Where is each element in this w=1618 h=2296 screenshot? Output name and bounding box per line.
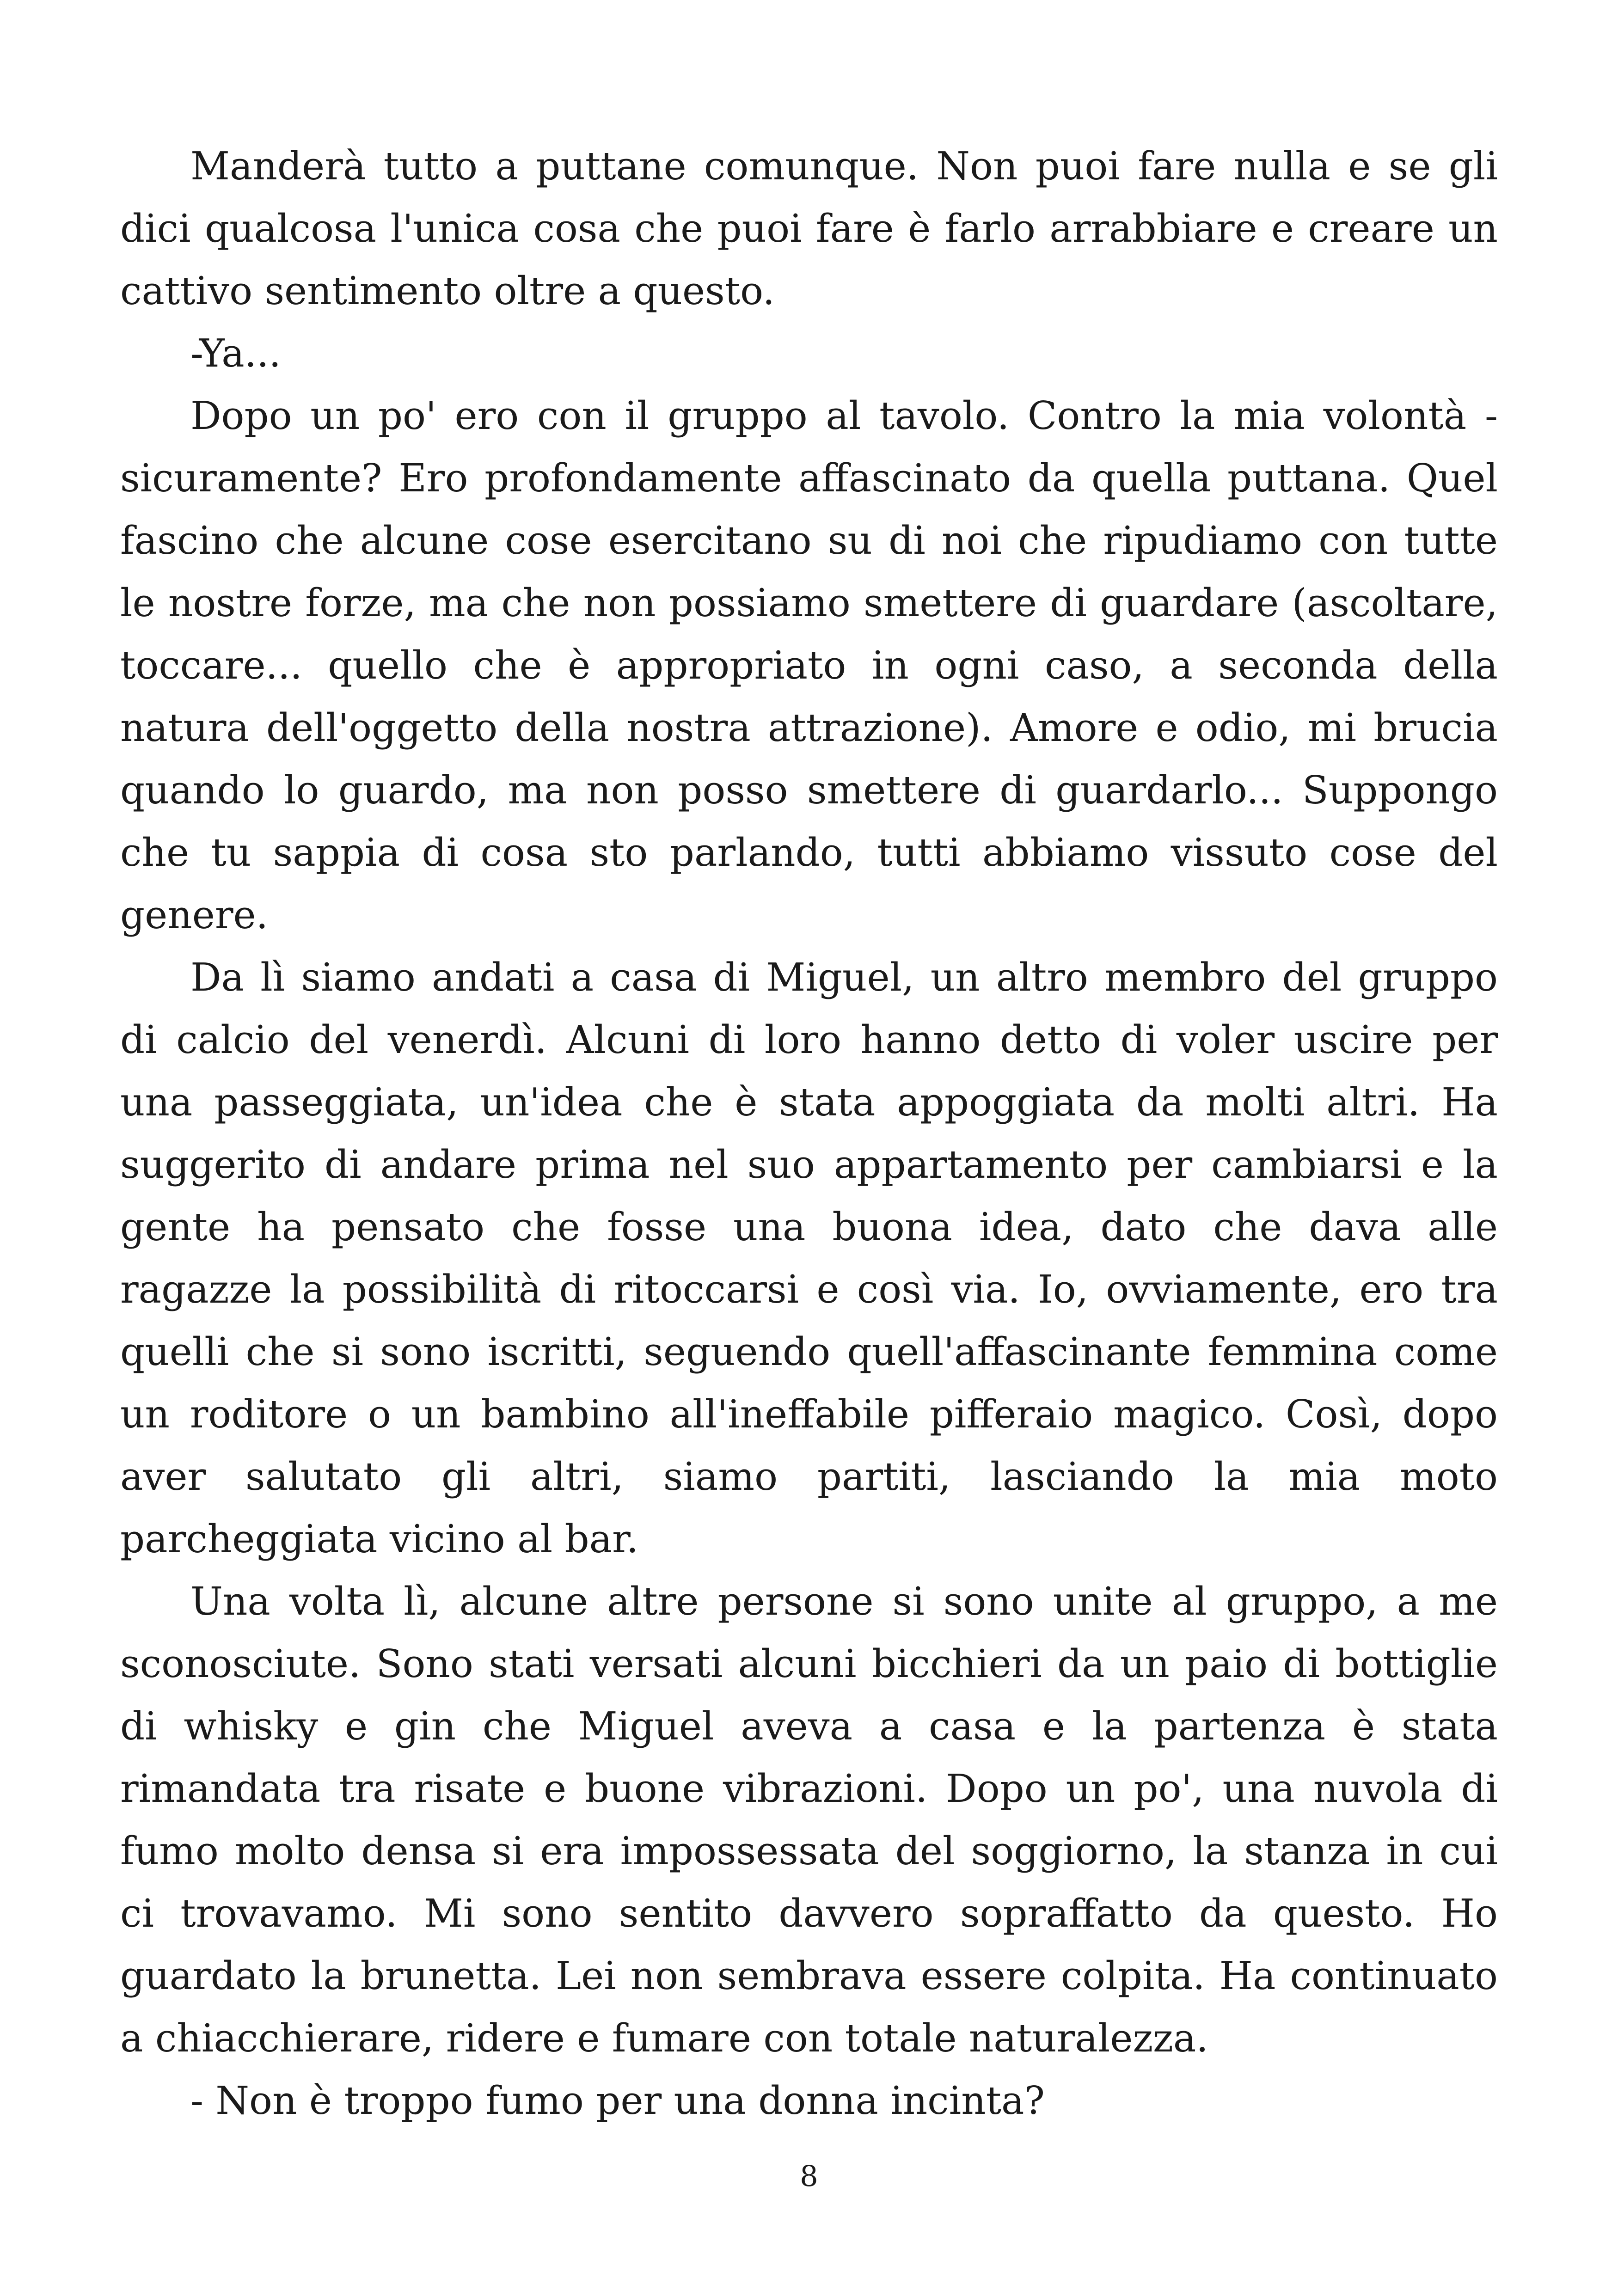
paragraph: Una volta lì, alcune altre persone si sono unite al gruppo, a me sconosciute. Sono stati versati alcuni bicchieri da un paio di bottiglie di whisky e gin che Miguel aveva a casa e la partenza è stata rimandata tra risate e buone vibrazioni. Dopo un po', una nuvola di fumo molto densa si era impossessata del soggiorno, la stanza in cui ci trovavamo. Mi sono sentito davvero sopraffatto da questo. Ho guardato la brunetta. Lei non sembrava essere colpita. Ha continuato a chiacchierare, ridere e fumare con totale naturalezza. <box>120 1579 1498 2061</box>
paragraph: -Ya... <box>190 331 281 376</box>
body-text <box>120 135 1498 2132</box>
paragraph: Manderà tutto a puttane comunque. Non puoi fare nulla e se gli dici qualcosa l'unica cosa che puoi fare è farlo arrabbiare e creare un cattivo sentimento oltre a questo. <box>120 144 1498 313</box>
paragraph: - Non è troppo fumo per una donna incinta? <box>190 2078 1045 2123</box>
paragraph: Dopo un po' ero con il gruppo al tavolo. Contro la mia volontà - sicuramente? Ero profondamente affascinato da quella puttana. Quel fascino che alcune cose esercitano su di noi che ripudiamo con tutte le nostre forze, ma che non possiamo smettere di guardare (ascoltare, toccare... quello che è appropriato in ogni caso, a seconda della natura dell'oggetto della nostra attrazione). Amore e odio, mi brucia quando lo guardo, ma non posso smettere di guardarlo... Suppongo che tu sappia di cosa sto parlando, tutti abbiamo vissuto cose del genere. <box>120 393 1498 937</box>
page-number: 8 <box>800 2159 818 2193</box>
paragraph: Da lì siamo andati a casa di Miguel, un altro membro del gruppo di calcio del venerdì. Alcuni di loro hanno detto di voler uscire per una passeggiata, un'idea che è stata appoggiata da molti altri. Ha suggerito di andare prima nel suo appartamento per cambiarsi e la gente ha pensato che fosse una buona idea, dato che dava alle ragazze la possibilità di ritoccarsi e così via. Io, ovviamente, ero tra quelli che si sono iscritti, seguendo quell'affascinante femmina come un roditore o un bambino all'ineffabile pifferaio magico. Così, dopo aver salutato gli altri, siamo partiti, lasciando la mia moto parcheggiata vicino al bar. <box>120 955 1498 1561</box>
